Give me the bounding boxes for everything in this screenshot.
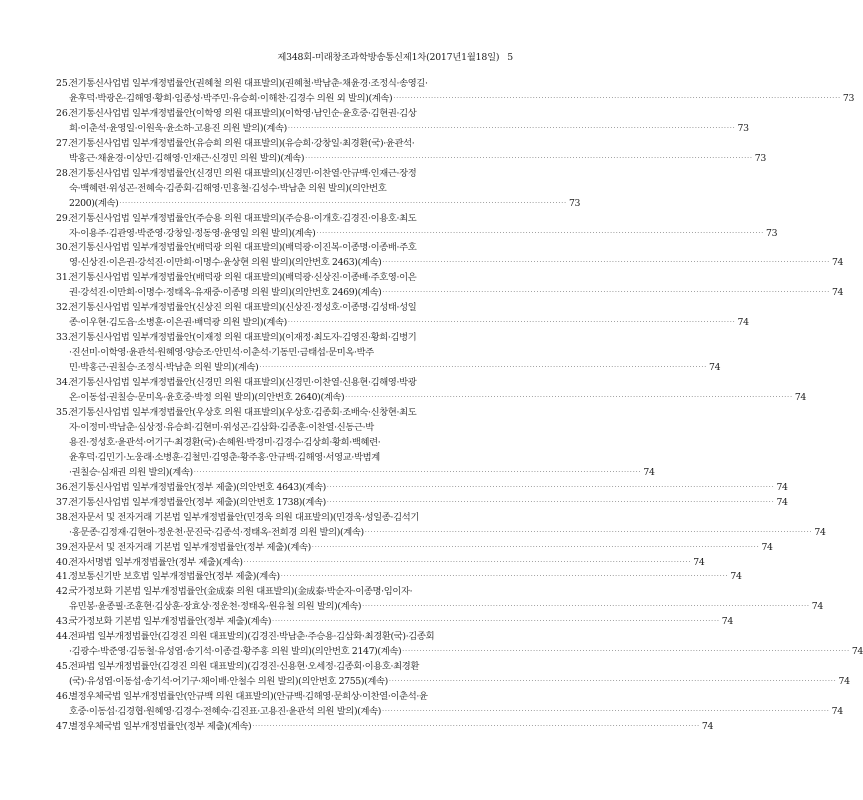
- toc-entry: [56, 331, 721, 376]
- toc-entry-line: 전기통신사업법 일부개정법률안(권혜철 의원 대표발의)(권혜철·박남춘·채윤경·조정식·송영길·: [69, 78, 428, 89]
- toc-entry-page: 74: [831, 287, 844, 299]
- dot-leader: [362, 600, 810, 615]
- toc-entry-body: [69, 660, 850, 690]
- toc-entry-body: [69, 167, 580, 212]
- toc-entry-line: 전기통신사업법 일부개정법률안(이학영 의원 대표발의)(이학영·남인순·윤호중·김현권·김상: [69, 107, 417, 119]
- toc-entry-line: [69, 122, 749, 137]
- toc-entry-line: 전기통신사업법 일부개정법률안(우상호 의원 대표발의)(우상호·김종회·조배숙·신창현·최도: [69, 406, 417, 418]
- toc-entry: [56, 107, 749, 137]
- toc-entry-number: 44.: [56, 631, 71, 643]
- toc-entry: [56, 496, 788, 511]
- toc-entry-text: 자·이용주·김관영·박준영·강창일·정동영·윤영일 의원 발의)(계속): [69, 227, 316, 239]
- toc-entry-body: [69, 615, 733, 630]
- toc-entry-page: 74: [643, 466, 655, 478]
- dot-leader: [382, 705, 830, 720]
- toc-entry-line: ·진선미·이학영·윤관석·원혜영·양승조·안민석·이춘석·기동민·금태섭·문미옥·박주: [69, 347, 374, 359]
- dot-leader: [312, 541, 760, 556]
- toc-entry-body: [69, 107, 749, 137]
- toc-entry-text: 유민봉·윤종필·조훈현·김상훈·장효상·정운천·정태옥·원유철 의원 발의)(계속): [69, 601, 362, 613]
- toc-entry-body: [69, 585, 823, 615]
- toc-entry-page: 74: [761, 541, 773, 553]
- toc-entry-number: 34.: [56, 377, 71, 389]
- toc-entry-body: [69, 301, 749, 331]
- toc-entry-page: 74: [831, 257, 844, 269]
- toc-entry-line: [69, 361, 720, 376]
- toc-entry-number: 30.: [56, 242, 71, 254]
- toc-entry-text: 민·박홍근·권칠승·조정식·박남춘 의원 발의)(계속): [69, 362, 259, 374]
- toc-entry-line: [69, 645, 863, 660]
- toc-entry-line: [69, 526, 826, 541]
- toc-entry-line: 전기통신사업법 일부개정법률안(배덕광 의원 대표발의)(배덕광·신상진·이종배·주호영·이은: [69, 272, 417, 284]
- toc-entry-number: 47.: [56, 720, 71, 732]
- toc-entry-body: [69, 271, 843, 301]
- dot-leader: [382, 256, 830, 271]
- toc-entry-line: 전기통신사업법 일부개정법률안(주승용 의원 대표발의)(주승용·이개호·김경진·이용호·최도: [69, 212, 417, 224]
- toc-entry: [56, 585, 823, 615]
- toc-entry-page: 74: [701, 720, 714, 732]
- toc-entry-number: 29.: [56, 212, 71, 224]
- toc-entry-body: [69, 137, 766, 167]
- toc-entry-text: 온·이동섭·권칠승·문미옥·윤호중·박정 의원 발의)(의안번호 2640)(계속): [69, 392, 345, 404]
- toc-entry-body: [69, 720, 713, 735]
- toc-entry: [56, 630, 863, 660]
- toc-entry-number: 25.: [56, 78, 71, 89]
- toc-entry: [56, 167, 581, 212]
- toc-entry-text: 정보통신기반 보호법 일부개정법률안(정부 제출)(계속): [69, 571, 280, 583]
- toc-entry: [56, 212, 778, 242]
- dot-leader: [305, 152, 753, 167]
- dot-leader: [345, 391, 793, 406]
- toc-entry-body: [69, 511, 826, 541]
- toc-entry-text: 박홍근·채윤경·이상민·김해영·인재근·신경민 의원 발의)(계속): [69, 152, 305, 164]
- dot-leader: [393, 92, 841, 107]
- toc-entry-line: 전파법 일부개정법률안(김경진 의원 대표발의)(김경진·박남춘·주승용·김삼화·최경환(국)·김종회: [69, 631, 435, 643]
- toc-entry-number: 38.: [56, 511, 71, 523]
- toc-entry: [56, 541, 773, 556]
- toc-entry-page: 74: [831, 706, 843, 718]
- toc-entry: [56, 660, 850, 690]
- toc-entry: [56, 241, 844, 271]
- toc-entry-page: 74: [693, 556, 705, 568]
- toc-entry-page: 74: [721, 616, 733, 628]
- toc-entry-body: [69, 541, 773, 556]
- toc-entry-body: [69, 481, 788, 496]
- toc-entry-line: 전자문서 및 전자거래 기본법 일부개정법률안(민경욱 의원 대표발의)(민경욱·성일종·김석기: [69, 511, 420, 523]
- toc-entry-text: 별정우체국법 일부개정법률안(정부 제출)(계속): [69, 720, 252, 732]
- toc-entry-line: [69, 466, 655, 481]
- toc-entry-number: 41.: [56, 571, 71, 583]
- toc-entry-number: 40.: [56, 556, 71, 568]
- toc-entry-number: 36.: [56, 481, 71, 493]
- toc-entry-number: 31.: [56, 272, 71, 284]
- toc-entry-line: 전기통신사업법 일부개정법률안(유승희 의원 대표발의)(유승희·강창일·최경환(국)·윤관석·: [69, 137, 415, 149]
- toc-entry-line: 용진·정성호·윤관석·어기구·최경환(국)·손혜원·박경미·김경수·김상희·황희·백혜련·: [69, 436, 381, 448]
- toc-entry-line: 숙·백혜련·위성곤·전혜숙·김종회·김해영·민홍철·김성수·박남춘 의원 발의)(의안번호: [69, 182, 387, 194]
- toc-entry-page: 74: [709, 362, 721, 374]
- toc-entry-line: [69, 675, 850, 690]
- toc-entry-page: 74: [814, 526, 826, 538]
- toc-entry-line: [69, 316, 749, 331]
- dot-leader: [365, 526, 813, 541]
- toc-entry-body: [69, 331, 720, 376]
- toc-entry-text: 권·강석진·이만희·이명수·정태옥·유재중·이종명 의원 발의)(의안번호 2469)(계속): [69, 287, 382, 299]
- toc-entry-line: 국가정보화 기본법 일부개정법률안(金成泰 의원 대표발의)(金成泰·박순자·이종명·임이자·: [69, 586, 413, 598]
- toc-entry-page: 74: [838, 676, 850, 688]
- toc-entry-number: 33.: [56, 332, 71, 344]
- toc-entry-line: 전파법 일부개정법률안(김경진 의원 대표발의)(김경진·신용현·오세정·김종회·이용호·최경환: [69, 661, 420, 673]
- toc-entry-number: 27.: [56, 137, 71, 149]
- toc-entry-line: [69, 541, 773, 556]
- toc-entry-text: ·홍문종·김정재·김현아·정운천·문진국·김종석·정태옥·전희경 의원 발의)(계속): [69, 526, 364, 538]
- toc-entry-text: 전자서명법 일부개정법률안(정부 제출)(계속): [69, 556, 243, 568]
- toc-entry-text: 희·이춘석·윤영일·이원욱·윤소하·고용진 의원 발의)(계속): [69, 122, 287, 134]
- running-header: [277, 49, 513, 63]
- toc-entry-number: 35.: [56, 406, 71, 418]
- toc-entry: [56, 720, 714, 735]
- toc-entry-text: ·김광수·박준영·김동철·유성엽·송기석·이종걸·황주홍 의원 발의)(의안번호 2147)(계속): [69, 646, 402, 658]
- toc-entry-body: [69, 406, 655, 481]
- toc-entry: [56, 690, 843, 720]
- toc-entry-line: 전기통신사업법 일부개정법률안(신상진 의원 대표발의)(신상진·정성호·이종명·김성태·성일: [69, 302, 417, 314]
- toc-entry-body: [69, 630, 863, 660]
- toc-entry-text: 전자문서 및 전자거래 기본법 일부개정법률안(정부 제출)(계속): [69, 541, 311, 553]
- toc-entry-line: [69, 600, 823, 615]
- toc-entry: [56, 376, 806, 406]
- toc-entry-page: 74: [851, 646, 863, 658]
- toc-entry-line: [69, 615, 733, 630]
- toc-entry-text: 2200)(계속): [69, 197, 119, 209]
- toc-entry-number: 32.: [56, 302, 71, 314]
- toc-entry-number: 42.: [56, 586, 71, 598]
- toc-entry-page: 73: [842, 92, 855, 104]
- toc-entry-number: 46.: [56, 691, 71, 703]
- toc-entry-number: 39.: [56, 541, 71, 553]
- dot-leader: [252, 720, 700, 735]
- dot-leader: [382, 286, 830, 301]
- toc-entry-body: [69, 496, 788, 511]
- toc-entry-line: [69, 256, 843, 271]
- toc-entry-line: [69, 556, 704, 571]
- toc-entry-line: [69, 391, 806, 406]
- toc-entry-text: 호중·이동섭·김경협·원혜영·김경수·전혜숙·김진표·고용진·윤관석 의원 발의)(계속): [69, 706, 382, 718]
- dot-leader: [244, 556, 692, 571]
- toc-entry: [56, 271, 844, 301]
- toc-entry-page: 74: [811, 601, 823, 613]
- toc-entry-text: 종·이우현·김도읍·소병훈·이은권·배덕광 의원 발의)(계속): [69, 317, 287, 329]
- toc-entry-body: [69, 570, 742, 585]
- toc-entry-page: 74: [794, 392, 806, 404]
- toc-entry-text: 전기통신사업법 일부개정법률안(정부 제출)(의안번호 1738)(계속): [69, 496, 326, 508]
- toc-entry-line: [69, 481, 788, 496]
- toc-entry-page: 74: [776, 496, 788, 508]
- toc-entry-number: 45.: [56, 661, 71, 673]
- toc-entry-page: 74: [730, 571, 742, 583]
- dot-leader: [327, 496, 775, 511]
- toc-entry-line: 자·이정미·박남춘·심상정·유승희·김현미·위성곤·김삼화·김종훈·이찬열·신동근·박: [69, 421, 374, 433]
- toc-entry-line: [69, 496, 788, 511]
- toc-entry: [56, 406, 655, 481]
- toc-entry-text: 윤후덕·박광온·김해영·황희·임종성·박주민·유승희·이해찬·김경수 의원 외 발의)(계속): [69, 92, 393, 104]
- toc-entry-page: 74: [776, 481, 788, 493]
- toc-entry: [56, 481, 788, 496]
- toc-entry-page: 73: [754, 152, 766, 164]
- toc-entry: [56, 511, 826, 541]
- dot-leader: [281, 570, 729, 585]
- toc-entry-line: [69, 570, 742, 585]
- toc-entry-body: [69, 556, 704, 571]
- toc-entry-page: 73: [737, 122, 749, 134]
- toc-entry-line: 전기통신사업법 일부개정법률안(이재정 의원 대표발의)(이재정·최도자·김영진·황희·김병기: [69, 332, 417, 344]
- dot-leader: [327, 481, 775, 496]
- toc-entry-body: [69, 690, 843, 720]
- toc-entry-line: 전기통신사업법 일부개정법률안(신경민 의원 대표발의)(신경민·이찬열·신용현·김해영·박광: [69, 377, 417, 389]
- toc-entry-text: 영·신상진·이은권·강석진·이만희·이명수·윤상현 의원 발의)(의안번호 2463)(계속): [69, 257, 382, 269]
- toc-entry-body: [69, 241, 843, 271]
- dot-leader: [272, 615, 720, 630]
- toc-entry-number: 37.: [56, 496, 71, 508]
- dot-leader: [194, 466, 642, 481]
- toc-entry-line: 윤후덕·김민기·노웅래·소병훈·김철민·김영춘·황주홍·안규백·김해영·서영교·박범계: [69, 451, 380, 463]
- toc-entry-line: [69, 286, 843, 301]
- toc-entry: [56, 556, 705, 571]
- toc-entry-page: 73: [568, 197, 581, 209]
- dot-leader: [259, 361, 707, 376]
- dot-leader: [288, 316, 736, 331]
- toc-entry-page: 73: [766, 227, 778, 239]
- header-page-number: 5: [507, 52, 513, 63]
- toc-entry-number: 43.: [56, 616, 71, 628]
- dot-leader: [316, 227, 764, 242]
- toc-entry-text: 국가정보화 기본법 일부개정법률안(정부 제출)(계속): [69, 616, 272, 628]
- toc-entry-line: [69, 227, 777, 242]
- toc-entry-text: ·권칠승·심재권 의원 발의)(계속): [69, 466, 193, 478]
- header-title: 제348회-미래창조과학방송통신제1차(2017년1월18일): [277, 52, 500, 63]
- toc-entry: [56, 615, 733, 630]
- toc-entry-body: [69, 77, 854, 107]
- toc-entry: [56, 301, 749, 331]
- toc-entry: [56, 77, 855, 107]
- toc-entry: [56, 570, 742, 585]
- toc-entry-line: [69, 92, 854, 107]
- toc-entry-line: 별정우체국법 일부개정법률안(안규백 의원 대표발의)(안규백·김해영·문희상·이찬열·이춘석·윤: [69, 691, 428, 703]
- dot-leader: [389, 675, 837, 690]
- toc-entry-line: [69, 152, 766, 167]
- toc-entry-line: 전기통신사업법 일부개정법률안(신경민 의원 대표발의)(신경민·이찬열·안규백·인재근·장정: [69, 167, 417, 179]
- toc-entry-line: [69, 705, 843, 720]
- toc-entry: [56, 137, 766, 167]
- dot-leader: [288, 122, 736, 137]
- toc-entry-body: [69, 376, 806, 406]
- toc-entry-body: [69, 212, 777, 242]
- toc-entry-line: [69, 197, 580, 212]
- toc-entry-line: 전기통신사업법 일부개정법률안(배덕광 의원 대표발의)(배덕광·이진복·이종명·이종배·주호: [69, 242, 417, 254]
- toc-entry-number: 26.: [56, 107, 71, 119]
- toc-entry-text: 전기통신사업법 일부개정법률안(정부 제출)(의안번호 4643)(계속): [69, 481, 326, 493]
- toc-entry-line: [69, 720, 713, 735]
- table-of-contents: [56, 77, 863, 735]
- toc-entry-number: 28.: [56, 167, 71, 179]
- toc-entry-page: 74: [737, 317, 749, 329]
- dot-leader: [119, 197, 567, 212]
- toc-entry-text: (국)·유성엽·이동섭·송기석·어기구·채이배·안철수 의원 발의)(의안번호 2755)(계속): [69, 676, 388, 688]
- dot-leader: [402, 645, 850, 660]
